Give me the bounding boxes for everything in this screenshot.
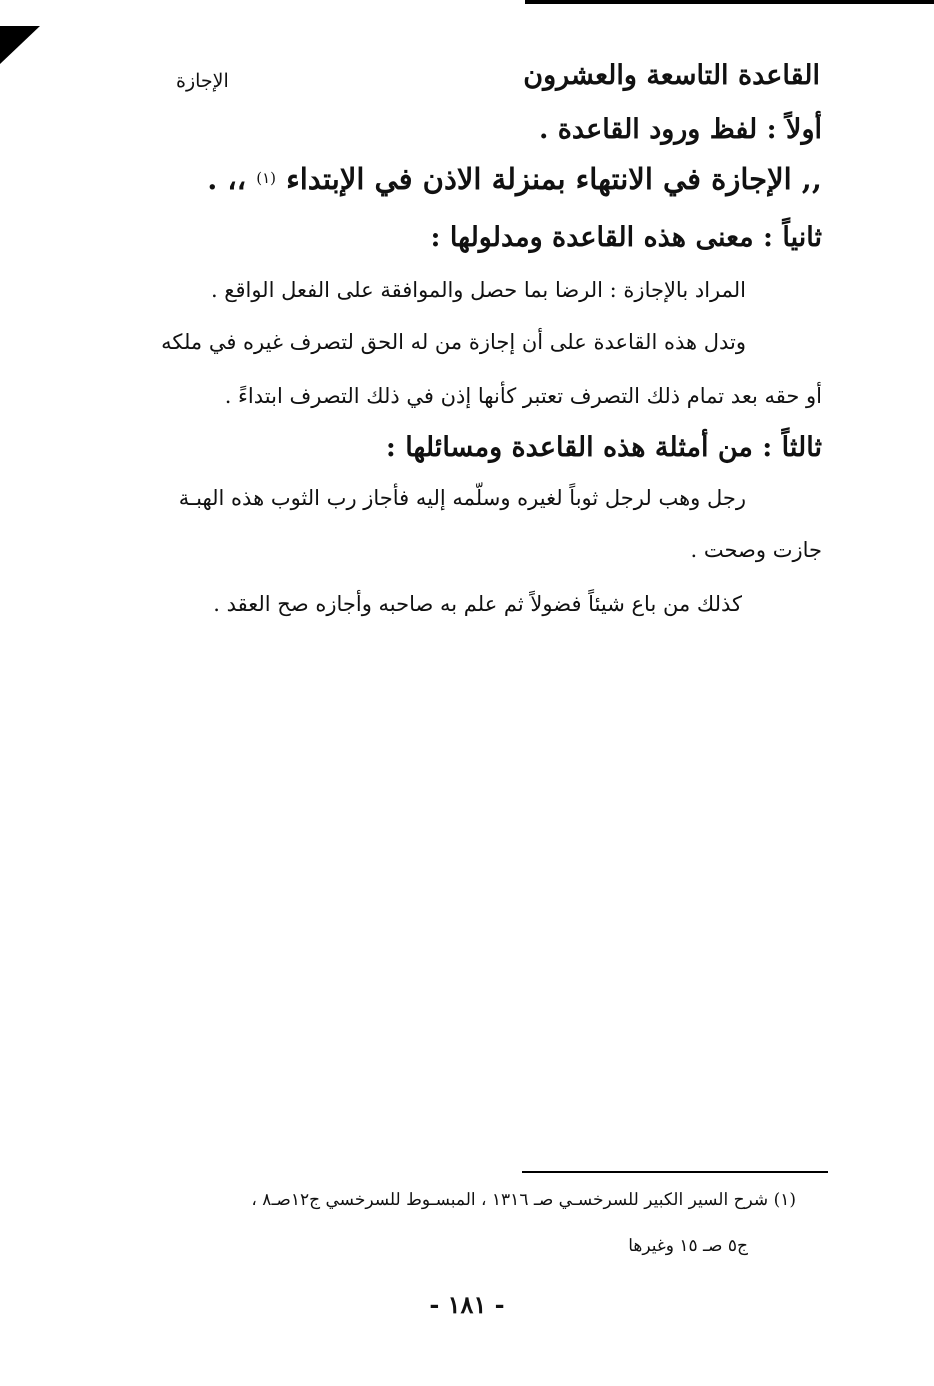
paragraph-line: جازت وصحت . xyxy=(690,538,822,562)
paragraph-line: أو حقه بعد تمام ذلك التصرف تعتبر كأنها إذن في ذلك التصرف ابتداءً . xyxy=(224,384,822,408)
page-number: - ١٨١ - xyxy=(429,1290,505,1319)
rule-open-quote: ,, xyxy=(801,162,822,196)
footnote-reference: (١) xyxy=(256,169,276,187)
section-2-label: ثانياً xyxy=(782,222,822,253)
section-3-label: ثالثاً xyxy=(781,432,822,463)
section-1-heading xyxy=(539,114,822,145)
section-3-title: : من أمثلة هذه القاعدة ومسائلها : xyxy=(385,432,773,463)
paragraph-line: كذلك من باع شيئاً فضولاً ثم علم به صاحبه وأجازه صح العقد . xyxy=(213,592,742,616)
section-2-title: : معنى هذه القاعدة ومدلولها : xyxy=(430,222,773,253)
running-title: القاعدة التاسعة والعشرون xyxy=(523,60,820,91)
footnote-line-1 xyxy=(251,1190,796,1210)
section-3-heading xyxy=(386,432,822,463)
rule-close-quote: ،، . xyxy=(207,162,247,196)
scan-top-edge-line xyxy=(525,0,934,4)
paragraph-line: رجل وهب لرجل ثوباً لغيره وسلّمه إليه فأجاز رب الثوب هذه الهبـة xyxy=(178,486,746,510)
footnote-separator xyxy=(522,1171,828,1173)
footnote-text: شرح السير الكبير للسرخسـي صـ ١٣١٦ ، المبسـوط للسرخسي ج١٢صـ٨ ، xyxy=(251,1190,769,1210)
section-label: الإجازة xyxy=(176,70,229,92)
paragraph-line: وتدل هذه القاعدة على أن إجازة من له الحق لتصرف غيره في ملكه xyxy=(161,330,746,354)
paragraph-line: المراد بالإجازة : الرضا بما حصل والموافقة على الفعل الواقع . xyxy=(210,278,746,302)
section-1-title: : لفظ ورود القاعدة . xyxy=(538,114,777,145)
footnote-marker: (١) xyxy=(773,1190,796,1210)
rule-text: الإجازة في الانتهاء بمنزلة الاذن في الإبتداء xyxy=(286,162,792,196)
section-1-label: أولاً xyxy=(786,114,822,145)
footnote-line-2: ج٥ صـ ١٥ وغيرها xyxy=(628,1236,748,1256)
rule-statement xyxy=(207,162,822,196)
scan-corner-mark xyxy=(0,26,40,64)
section-2-heading xyxy=(431,222,822,253)
